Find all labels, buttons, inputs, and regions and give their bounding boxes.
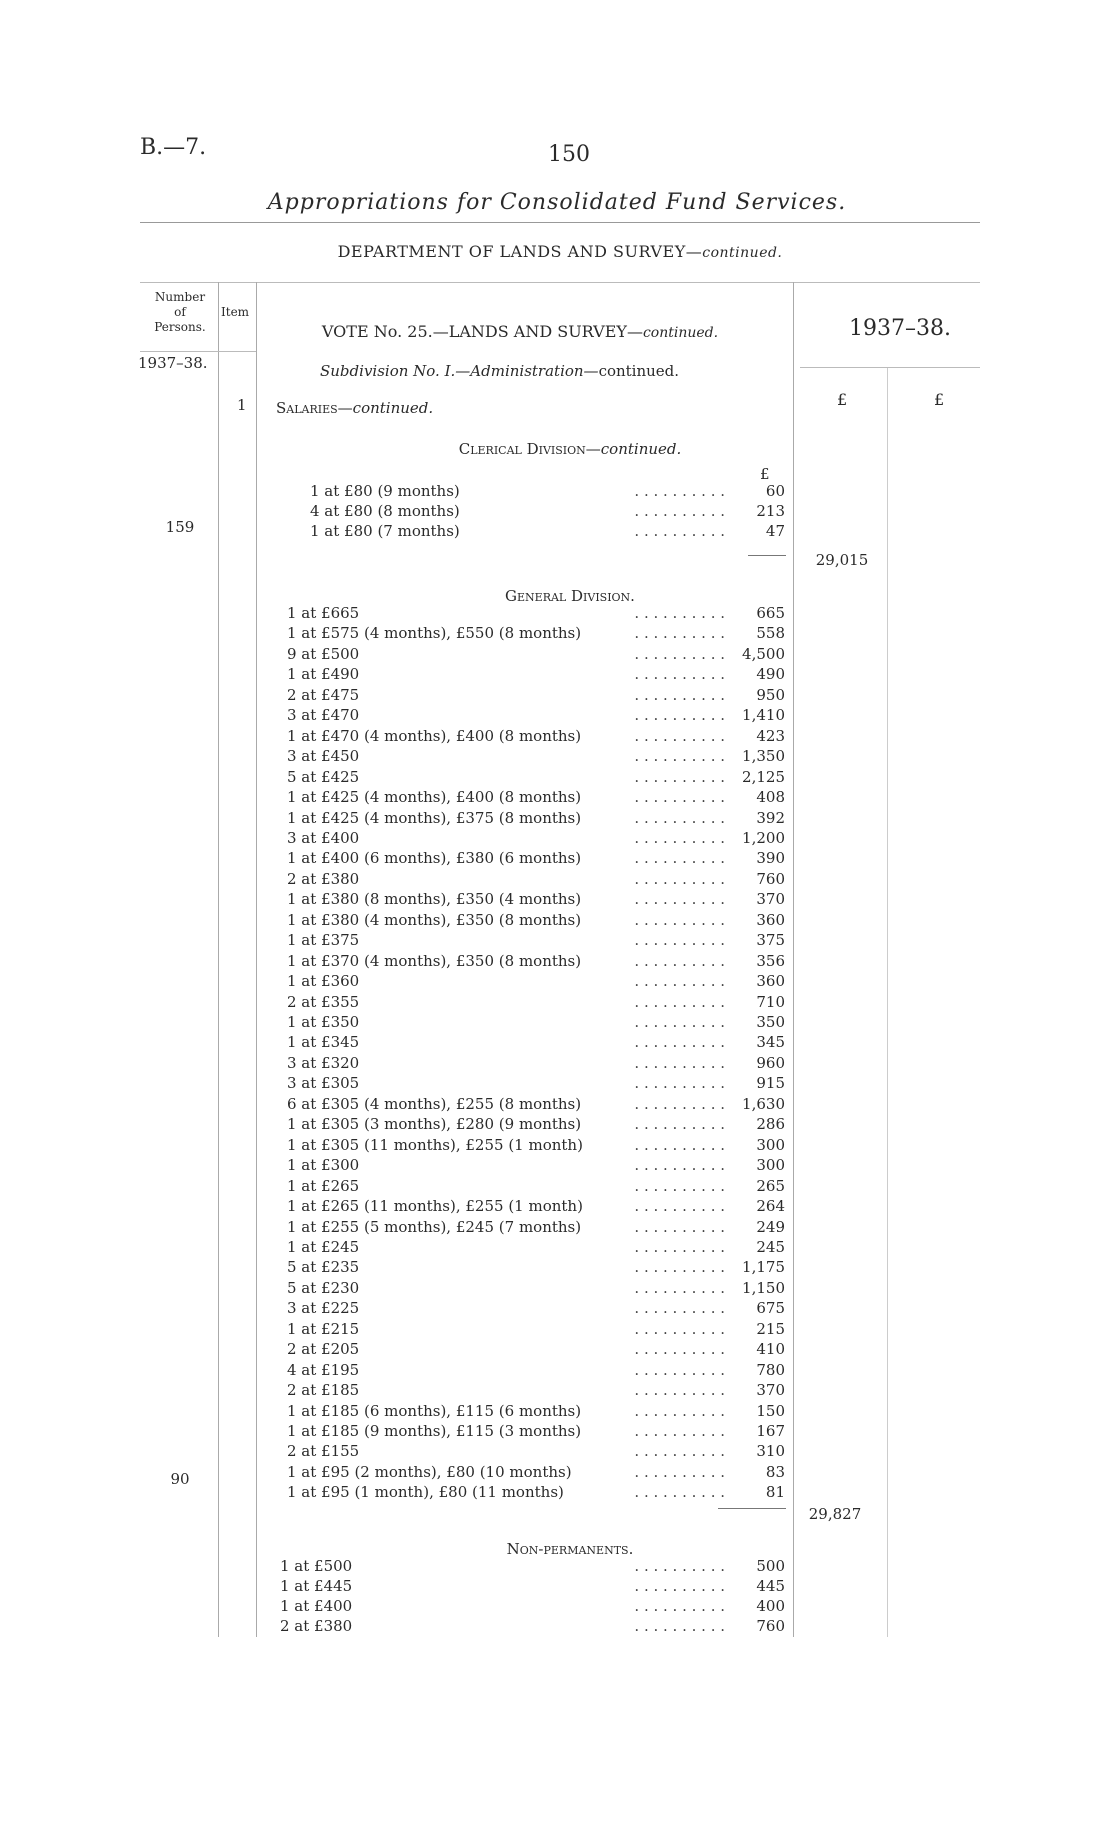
row-description: 5 at £235 [287,1258,360,1277]
dot-leader: . . . . . . . . . . [634,1462,725,1481]
header-rule [140,282,980,283]
row-amount: 249 [756,1217,785,1236]
table-row [287,829,785,849]
table-row [287,1013,785,1033]
row-description: 2 at £205 [287,1340,360,1359]
row-amount: 375 [756,931,785,950]
persons-year: 1937–38. [138,354,208,372]
table-row [287,890,785,910]
row-description: 4 at £80 (8 months) [310,502,460,520]
row-description: 1 at £95 (1 month), £80 (11 months) [287,1483,564,1502]
dot-leader: . . . . . . . . . . [634,1013,725,1031]
dot-leader: . . . . . . . . . . [634,1319,725,1338]
row-amount: 760 [756,869,785,888]
row-amount: 47 [765,522,785,540]
dot-leader: . . . . . . . . . . [634,1074,725,1093]
row-description: 1 at £245 [287,1237,360,1256]
table-row [287,1033,785,1053]
dot-leader: . . . . . . . . . . [634,522,725,540]
row-description: 1 at £80 (9 months) [310,482,460,500]
dot-leader: . . . . . . . . . . [634,951,725,970]
year-column-header: 1937–38. [849,316,951,341]
page-title: Appropriations for Consolidated Fund Services. [267,190,847,215]
dot-leader: . . . . . . . . . . [634,931,725,950]
dot-leader: . . . . . . . . . . [634,890,725,909]
row-description: 1 at £80 (7 months) [310,522,460,540]
row-description: 6 at £305 (4 months), £255 (8 months) [287,1094,582,1113]
vote-title: VOTE No. 25.—LANDS AND SURVEY—continued. [321,322,719,341]
table-row [287,1483,785,1503]
dot-leader: . . . . . . . . . . [634,1237,725,1256]
year-header-rule [800,367,980,368]
table-row [287,1218,785,1238]
dot-leader: . . . . . . . . . . [634,1033,725,1052]
row-description: 1 at £185 (6 months), £115 (6 months) [287,1401,582,1420]
row-amount: 915 [756,1074,785,1093]
dot-leader: . . . . . . . . . . [634,767,725,786]
clerical-subtotal: 29,015 [815,551,869,569]
row-description: 1 at £575 (4 months), £550 (8 months) [287,624,582,643]
dot-leader: . . . . . . . . . . [634,788,725,807]
row-description: 1 at £345 [287,1033,360,1052]
table-row [287,788,785,808]
table-row [287,747,785,767]
general-persons: 90 [170,1470,190,1488]
row-amount: 60 [765,482,785,500]
table-row [287,1054,785,1074]
table-row [287,1442,785,1462]
row-amount: 408 [756,788,785,807]
clerical-sum-line [748,555,786,556]
dot-leader: . . . . . . . . . . [634,828,725,847]
dot-leader: . . . . . . . . . . [634,502,725,520]
dot-leader: . . . . . . . . . . [634,1422,725,1440]
row-description: 1 at £360 [287,972,360,991]
dot-leader: . . . . . . . . . . [634,726,725,745]
table-row [280,1577,785,1597]
table-row [287,665,785,685]
row-amount: 445 [756,1577,785,1595]
row-amount: 356 [756,951,785,970]
row-amount: 410 [756,1340,785,1359]
table-row [287,1320,785,1340]
dot-leader: . . . . . . . . . . [634,808,725,827]
row-description: 4 at £195 [287,1360,360,1379]
dot-leader: . . . . . . . . . . [634,910,725,929]
row-amount: 1,410 [742,706,785,725]
row-amount: 960 [756,1053,785,1072]
row-description: 5 at £425 [287,767,360,786]
table-row [287,1238,785,1258]
table-row [287,1381,785,1401]
dot-leader: . . . . . . . . . . [634,1278,725,1297]
row-amount: 264 [756,1197,785,1216]
row-description: 1 at £215 [287,1319,360,1338]
row-amount: 213 [756,502,785,520]
dot-leader: . . . . . . . . . . [634,849,725,868]
row-description: 5 at £230 [287,1278,360,1297]
table-row [287,1361,785,1381]
table-row [287,1463,785,1483]
table-row [287,1156,785,1176]
item-number: 1 [237,396,247,414]
row-amount: 300 [756,1156,785,1175]
dot-leader: . . . . . . . . . . [634,1217,725,1236]
row-description: 2 at £380 [280,1617,353,1635]
dot-leader: . . . . . . . . . . [634,1197,725,1216]
dot-leader: . . . . . . . . . . [634,1597,725,1615]
row-description: 1 at £95 (2 months), £80 (10 months) [287,1462,572,1481]
row-description: 1 at £265 (11 months), £255 (1 month) [287,1197,583,1216]
table-row [280,1617,785,1637]
row-description: 1 at £305 (11 months), £255 (1 month) [287,1135,583,1154]
row-description: 1 at £380 (8 months), £350 (4 months) [287,890,582,909]
dot-leader: . . . . . . . . . . [634,1156,725,1175]
row-description: 3 at £320 [287,1053,360,1072]
row-description: 1 at £665 [287,604,360,622]
amount-column-line [793,282,794,1637]
dot-leader: . . . . . . . . . . [634,1577,725,1595]
row-description: 3 at £225 [287,1299,360,1318]
row-amount: 500 [756,1557,785,1575]
dot-leader: . . . . . . . . . . [634,685,725,704]
table-row [287,706,785,726]
row-amount: 167 [756,1422,785,1440]
row-description: 9 at £500 [287,644,360,663]
dot-leader: . . . . . . . . . . [634,665,725,684]
row-amount: 558 [756,624,785,643]
department-heading: DEPARTMENT OF LANDS AND SURVEY—continued. [337,242,783,261]
general-sum-line [718,1508,786,1509]
dot-leader: . . . . . . . . . . [634,1115,725,1134]
table-row [287,1299,785,1319]
table-row [287,1258,785,1278]
page-number: 150 [548,142,590,167]
table-row [287,768,785,788]
table-row [287,993,785,1013]
row-description: 1 at £185 (9 months), £115 (3 months) [287,1422,582,1440]
row-amount: 675 [756,1299,785,1318]
general-heading: General Division. [505,587,635,605]
row-description: 1 at £500 [280,1557,353,1575]
row-description: 2 at £185 [287,1381,360,1400]
row-description: 3 at £400 [287,828,360,847]
table-row [287,1340,785,1360]
row-amount: 286 [756,1115,785,1134]
dot-leader: . . . . . . . . . . [634,972,725,991]
row-amount: 310 [756,1442,785,1461]
table-row [287,624,785,644]
dot-leader: . . . . . . . . . . [634,1360,725,1379]
page-reference: B.—7. [140,135,207,160]
table-row [287,727,785,747]
dot-leader: . . . . . . . . . . [634,1483,725,1502]
table-row [287,870,785,890]
row-description: 1 at £425 (4 months), £375 (8 months) [287,808,582,827]
row-description: 1 at £305 (3 months), £280 (9 months) [287,1115,582,1134]
row-amount: 760 [756,1617,785,1635]
pound-header-2: £ [934,390,945,409]
dot-leader: . . . . . . . . . . [634,644,725,663]
row-description: 1 at £425 (4 months), £400 (8 months) [287,788,582,807]
general-subtotal: 29,827 [808,1505,862,1523]
dot-leader: . . . . . . . . . . [634,1381,725,1400]
table-row [287,809,785,829]
row-description: 1 at £350 [287,1013,360,1031]
row-amount: 1,175 [742,1258,785,1277]
dot-leader: . . . . . . . . . . [634,1094,725,1113]
row-amount: 215 [756,1319,785,1338]
row-description: 2 at £155 [287,1442,360,1461]
nonpermanents-heading: Non-permanents. [506,1540,634,1558]
table-row [287,972,785,992]
row-amount: 83 [765,1462,785,1481]
clerical-persons: 159 [165,518,195,536]
row-amount: 1,630 [742,1094,785,1113]
row-amount: 400 [756,1597,785,1615]
row-amount: 265 [756,1176,785,1195]
dot-leader: . . . . . . . . . . [634,747,725,766]
persons-header-rule [140,351,256,352]
row-description: 3 at £305 [287,1074,360,1093]
table-row [287,952,785,972]
table-row [287,1402,785,1422]
row-amount: 350 [756,1013,785,1031]
table-row [287,1095,785,1115]
table-row [287,911,785,931]
table-row [287,645,785,665]
row-amount: 390 [756,849,785,868]
row-amount: 360 [756,910,785,929]
dot-leader: . . . . . . . . . . [634,1401,725,1420]
dot-leader: . . . . . . . . . . [634,624,725,643]
row-amount: 665 [756,604,785,622]
row-description: 3 at £470 [287,706,360,725]
persons-column-line [218,282,219,1637]
row-description: 1 at £400 (6 months), £380 (6 months) [287,849,582,868]
pound-header-1: £ [837,390,848,409]
row-amount: 81 [765,1483,785,1502]
clerical-heading: Clerical Division—continued. [458,440,682,458]
dot-leader: . . . . . . . . . . [634,1442,725,1461]
row-amount: 392 [756,808,785,827]
dot-leader: . . . . . . . . . . [634,1176,725,1195]
table-row [310,502,785,522]
row-description: 1 at £300 [287,1156,360,1175]
year-column-line [887,367,888,1637]
salaries-heading: Salaries—continued. [276,399,434,417]
table-row [287,849,785,869]
dot-leader: . . . . . . . . . . [634,1053,725,1072]
table-row [287,931,785,951]
table-row [287,1177,785,1197]
row-description: 3 at £450 [287,747,360,766]
item-column-line [256,282,257,1637]
table-row [287,686,785,706]
row-amount: 370 [756,1381,785,1400]
row-description: 1 at £265 [287,1176,360,1195]
table-row [287,1136,785,1156]
dot-leader: . . . . . . . . . . [634,1299,725,1318]
dot-leader: . . . . . . . . . . [634,706,725,725]
table-row [287,604,785,624]
title-rule [140,222,980,223]
table-row [287,1074,785,1094]
row-amount: 1,350 [742,747,785,766]
row-description: 1 at £470 (4 months), £400 (8 months) [287,726,582,745]
row-description: 1 at £255 (5 months), £245 (7 months) [287,1217,582,1236]
dot-leader: . . . . . . . . . . [634,869,725,888]
dot-leader: . . . . . . . . . . [634,1135,725,1154]
dot-leader: . . . . . . . . . . [634,482,725,500]
row-amount: 150 [756,1401,785,1420]
row-amount: 245 [756,1237,785,1256]
table-row [287,1115,785,1135]
row-amount: 780 [756,1360,785,1379]
table-row [287,1422,785,1442]
table-row [310,482,785,502]
row-amount: 345 [756,1033,785,1052]
clerical-pound: £ [760,465,770,483]
dot-leader: . . . . . . . . . . [634,1258,725,1277]
table-row [287,1197,785,1217]
dot-leader: . . . . . . . . . . [634,992,725,1011]
row-amount: 1,150 [742,1278,785,1297]
table-row [310,522,785,542]
row-description: 1 at £490 [287,665,360,684]
row-description: 1 at £400 [280,1597,353,1615]
row-amount: 300 [756,1135,785,1154]
row-amount: 490 [756,665,785,684]
row-description: 2 at £355 [287,992,360,1011]
row-amount: 423 [756,726,785,745]
row-amount: 4,500 [742,644,785,663]
row-description: 1 at £370 (4 months), £350 (8 months) [287,951,582,970]
row-description: 2 at £380 [287,869,360,888]
dot-leader: . . . . . . . . . . [634,1617,725,1635]
row-amount: 370 [756,890,785,909]
row-description: 1 at £380 (4 months), £350 (8 months) [287,910,582,929]
dot-leader: . . . . . . . . . . [634,1557,725,1575]
persons-column-header: Number of Persons. [154,290,206,334]
row-description: 1 at £445 [280,1577,353,1595]
row-description: 1 at £375 [287,931,360,950]
row-description: 2 at £475 [287,685,360,704]
dot-leader: . . . . . . . . . . [634,1340,725,1359]
row-amount: 360 [756,972,785,991]
row-amount: 710 [756,992,785,1011]
dot-leader: . . . . . . . . . . [634,604,725,622]
item-column-header: Item [221,305,250,319]
table-row [287,1279,785,1299]
row-amount: 2,125 [742,767,785,786]
table-row [280,1557,785,1577]
subdivision-title: Subdivision No. I.—Administration—continued. [320,362,680,380]
row-amount: 1,200 [742,828,785,847]
table-row [280,1597,785,1617]
row-amount: 950 [756,685,785,704]
